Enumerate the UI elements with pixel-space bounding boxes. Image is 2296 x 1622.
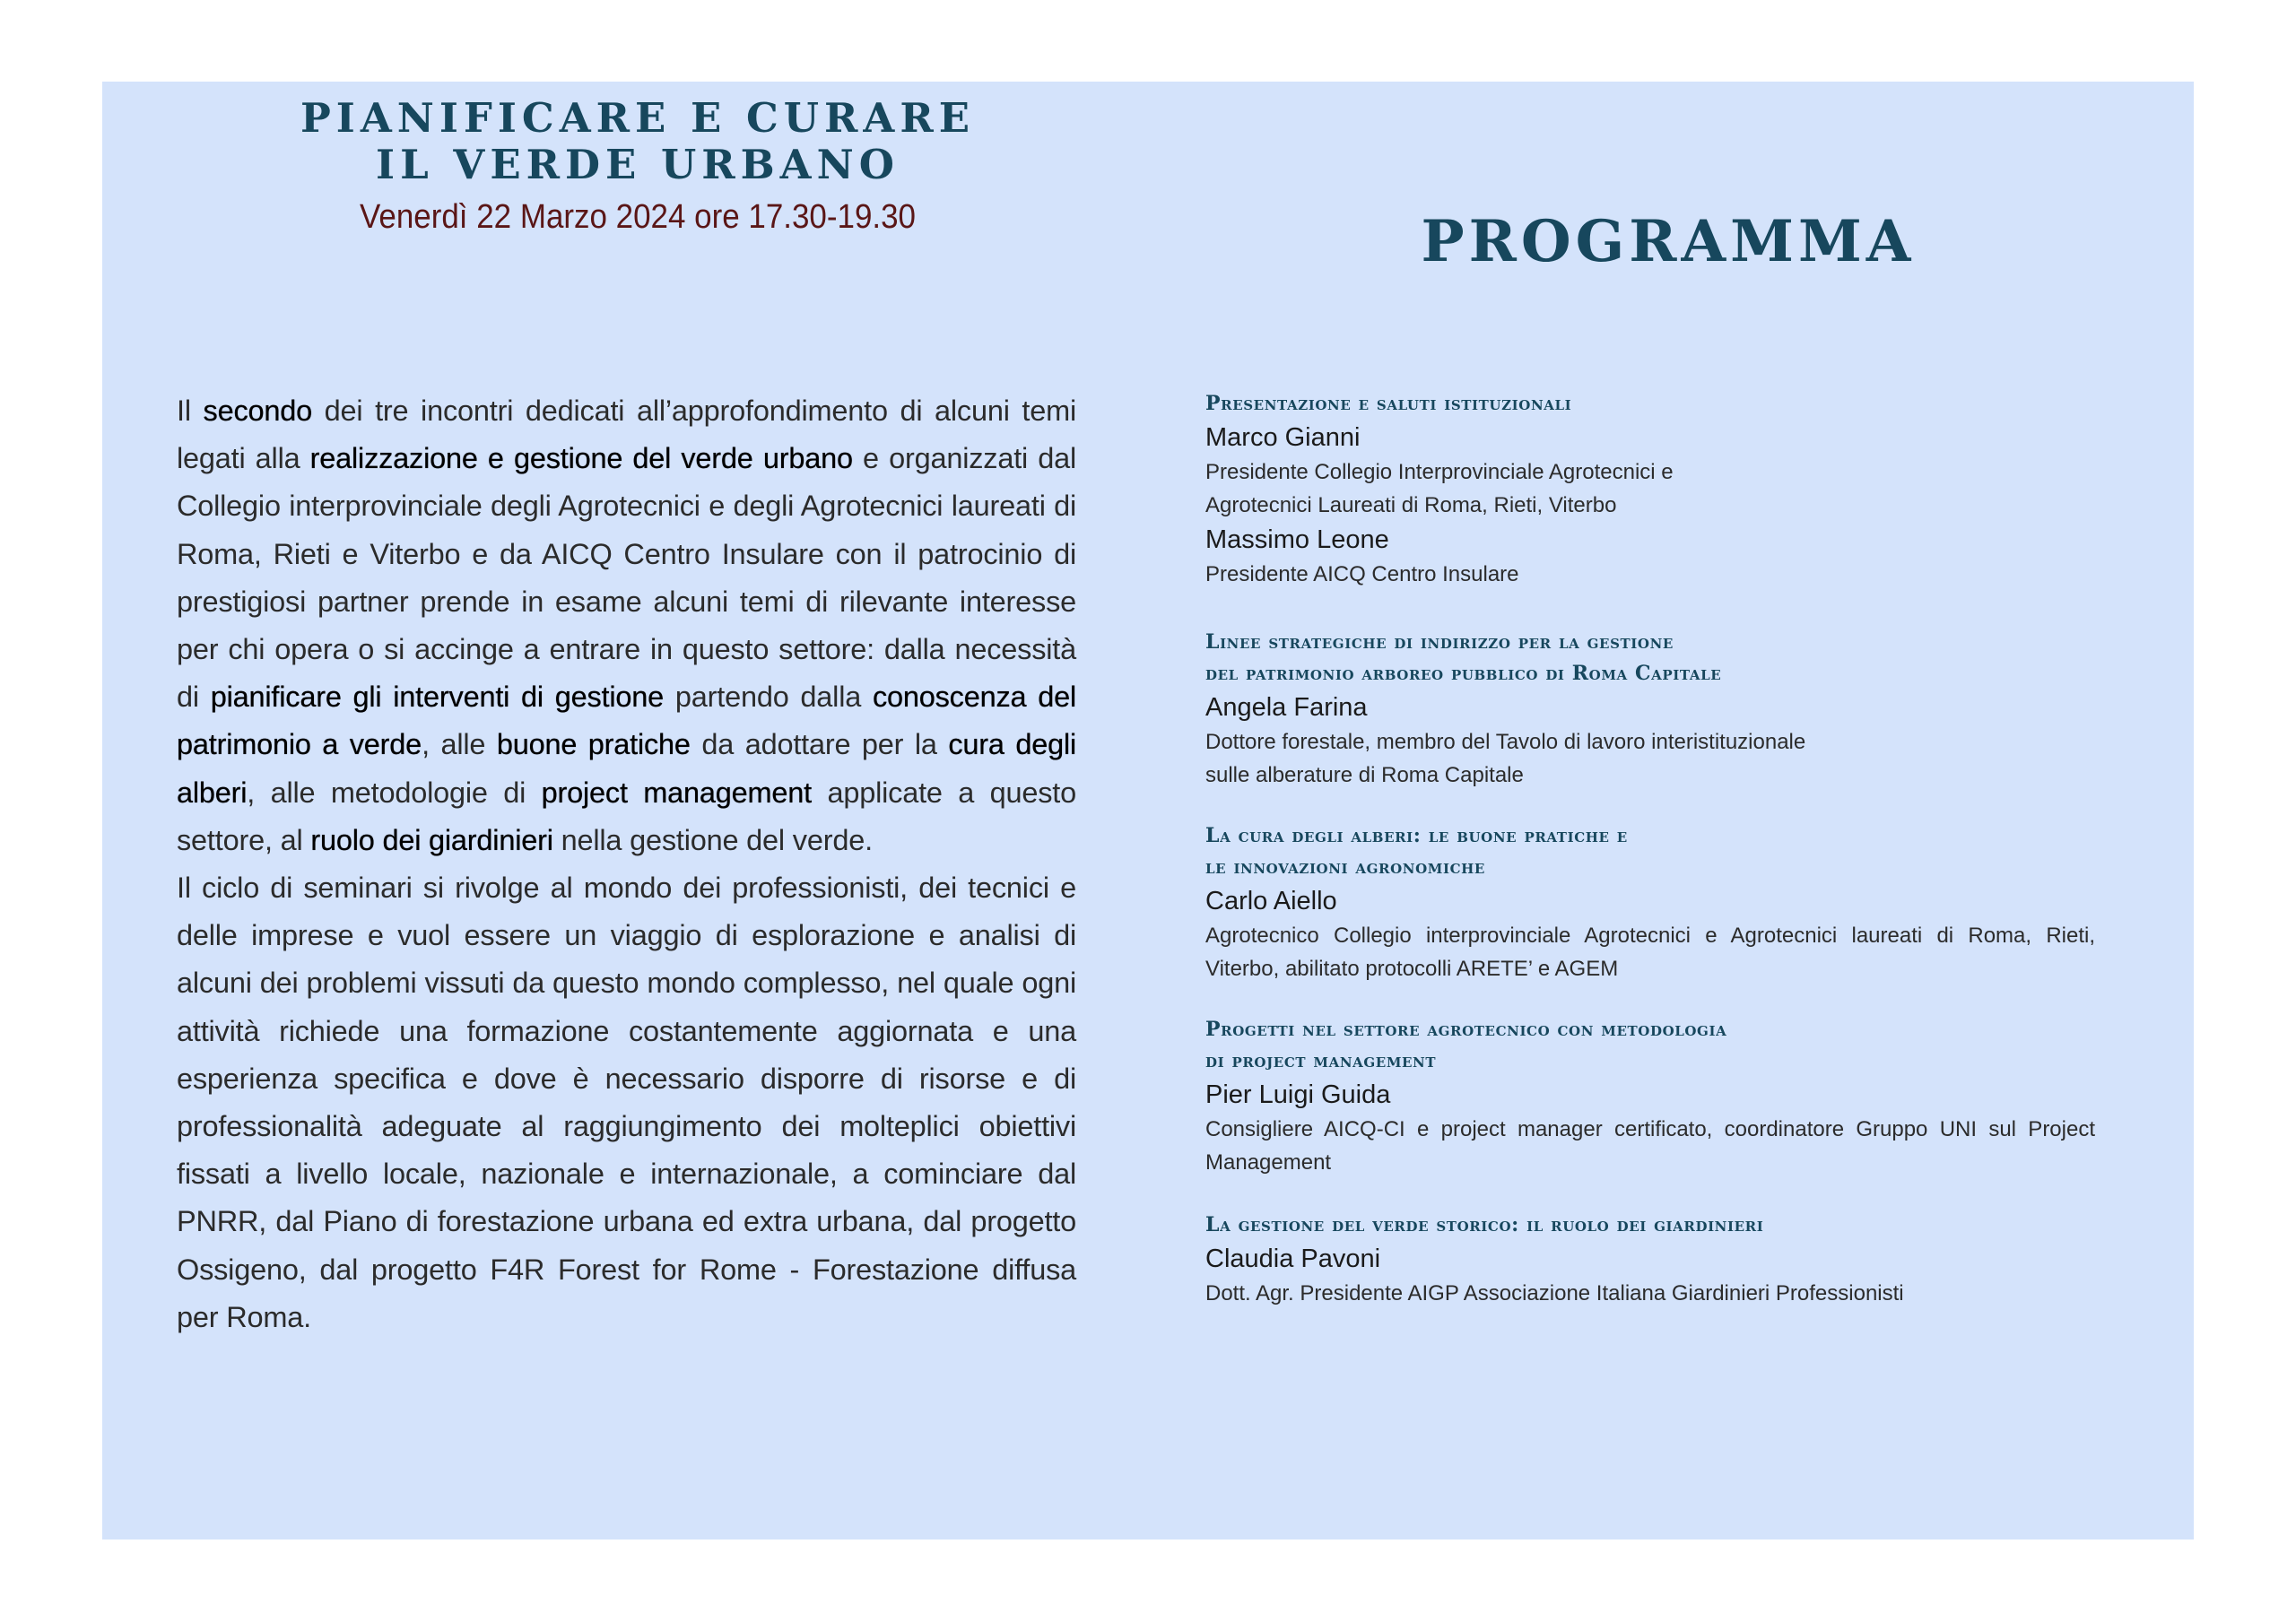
speaker-role: Dott. Agr. Presidente AIGP Associazione Italiana Giardinieri Professionisti	[1205, 1281, 1904, 1305]
speaker-name: Claudia Pavoni	[1205, 1245, 1381, 1273]
agenda-item-2	[1205, 627, 2095, 792]
event-date: Venerdì 22 Marzo 2024 ore 17.30-19.30	[359, 198, 917, 236]
speaker-role: Agrotecnici Laureati di Roma, Rieti, Viterbo	[1205, 493, 1617, 517]
intro-highlight: conoscenza del patrimonio a verde	[177, 681, 1077, 761]
event-title-line-2: IL VERDE URBANO	[376, 141, 900, 188]
agenda-item-title: La cura degli alberi: le buone pratiche e	[1205, 824, 1628, 847]
agenda-item-5	[1205, 1210, 2095, 1310]
speaker-role: Consigliere AICQ-CI e project manager certificato, coordinatore Gruppo UNI sul Project Management	[1205, 1117, 2095, 1175]
event-header	[179, 95, 1096, 240]
speaker-name: Massimo Leone	[1205, 525, 1389, 554]
programma-title: PROGRAMMA	[1421, 208, 1916, 275]
agenda-item-title: le innovazioni agronomiche	[1205, 855, 1485, 879]
speaker-name: Angela Farina	[1205, 693, 1368, 722]
agenda-item-title: Linee strategiche di indirizzo per la gestione	[1205, 630, 1674, 654]
intro-highlight: project management	[541, 776, 812, 809]
agenda-item-title: Progetti nel settore agrotecnico con metodologia	[1205, 1018, 1727, 1041]
intro-text	[177, 387, 1076, 1341]
intro-highlight: realizzazione e gestione del verde urbano	[309, 442, 853, 475]
speaker-role: Agrotecnico Collegio interprovinciale Agrotecnici e Agrotecnici laureati di Roma, Rieti, Viterbo, abilitato protocolli ARETE’ e AGEM	[1205, 924, 2095, 981]
event-title-line-1: PIANIFICARE E CURARE	[300, 94, 976, 142]
intro-highlight: buone pratiche	[496, 728, 691, 761]
speaker-role: Dottore forestale, membro del Tavolo di lavoro interistituzionale	[1205, 730, 1806, 754]
speaker-role: Presidente Collegio Interprovinciale Agrotecnici e	[1205, 460, 1674, 484]
agenda-item-title: La gestione del verde storico: il ruolo dei giardinieri	[1205, 1213, 1764, 1236]
agenda-item-4	[1205, 1014, 2095, 1179]
agenda-item-title: del patrimonio arboreo pubblico di Roma Capitale	[1205, 662, 1722, 685]
intro-paragraph-1: Il secondo dei tre incontri dedicati all’approfondimento di alcuni temi legati alla realizzazione e gestione del verde urbano e organizzati dal Collegio interprovinciale degli Agrotecnici e degli Agrotecnici laureati di Roma, Rieti e Viterbo e da AICQ Centro Insulare con il patrocinio di prestigiosi partner prende in esame alcuni temi di rilevante interesse per chi opera o si accinge a entrare in questo settore: dalla necessità di pianificare gli interventi di gestione partendo dalla conoscenza del patrimonio a verde, alle buone pratiche da adottare per la cura degli alberi, alle metodologie di project management applicate a questo settore, al ruolo dei giardinieri nella gestione del verde.	[177, 395, 1077, 856]
intro-highlight: secondo	[203, 395, 312, 427]
intro-highlight: cura degli alberi	[177, 728, 1076, 809]
intro-highlight: pianificare gli interventi di gestione	[210, 681, 665, 714]
speaker-role: Presidente AICQ Centro Insulare	[1205, 562, 1519, 586]
agenda-item-1	[1205, 388, 2095, 591]
agenda-item-title: Presentazione e saluti istituzionali	[1205, 392, 1572, 415]
speaker-name: Carlo Aiello	[1205, 887, 1337, 915]
speaker-name: Pier Luigi Guida	[1205, 1080, 1391, 1109]
agenda-item-title: di project management	[1205, 1049, 1437, 1072]
speaker-role: sulle alberature di Roma Capitale	[1205, 763, 1524, 787]
intro-highlight: ruolo dei giardinieri	[310, 823, 553, 856]
agenda-item-3	[1205, 820, 2095, 985]
speaker-name: Marco Gianni	[1205, 423, 1361, 452]
intro-paragraph-2: Il ciclo di seminari si rivolge al mondo dei professionisti, dei tecnici e delle imprese e vuol essere un viaggio di esplorazione e analisi di alcuni dei problemi vissuti da questo mondo complesso, nel quale ogni attività richiede una formazione costantemente aggiornata e una esperienza specifica e dove è necessario disporre di risorse e di professionalità adeguate al raggiungimento dei molteplici obiettivi fissati a livello locale, nazionale e internazionale, a cominciare dal PNRR, dal Piano di forestazione urbana ed extra urbana, dal progetto Ossigeno, dal progetto F4R Forest for Rome - Forestazione diffusa per Roma.	[177, 872, 1076, 1333]
